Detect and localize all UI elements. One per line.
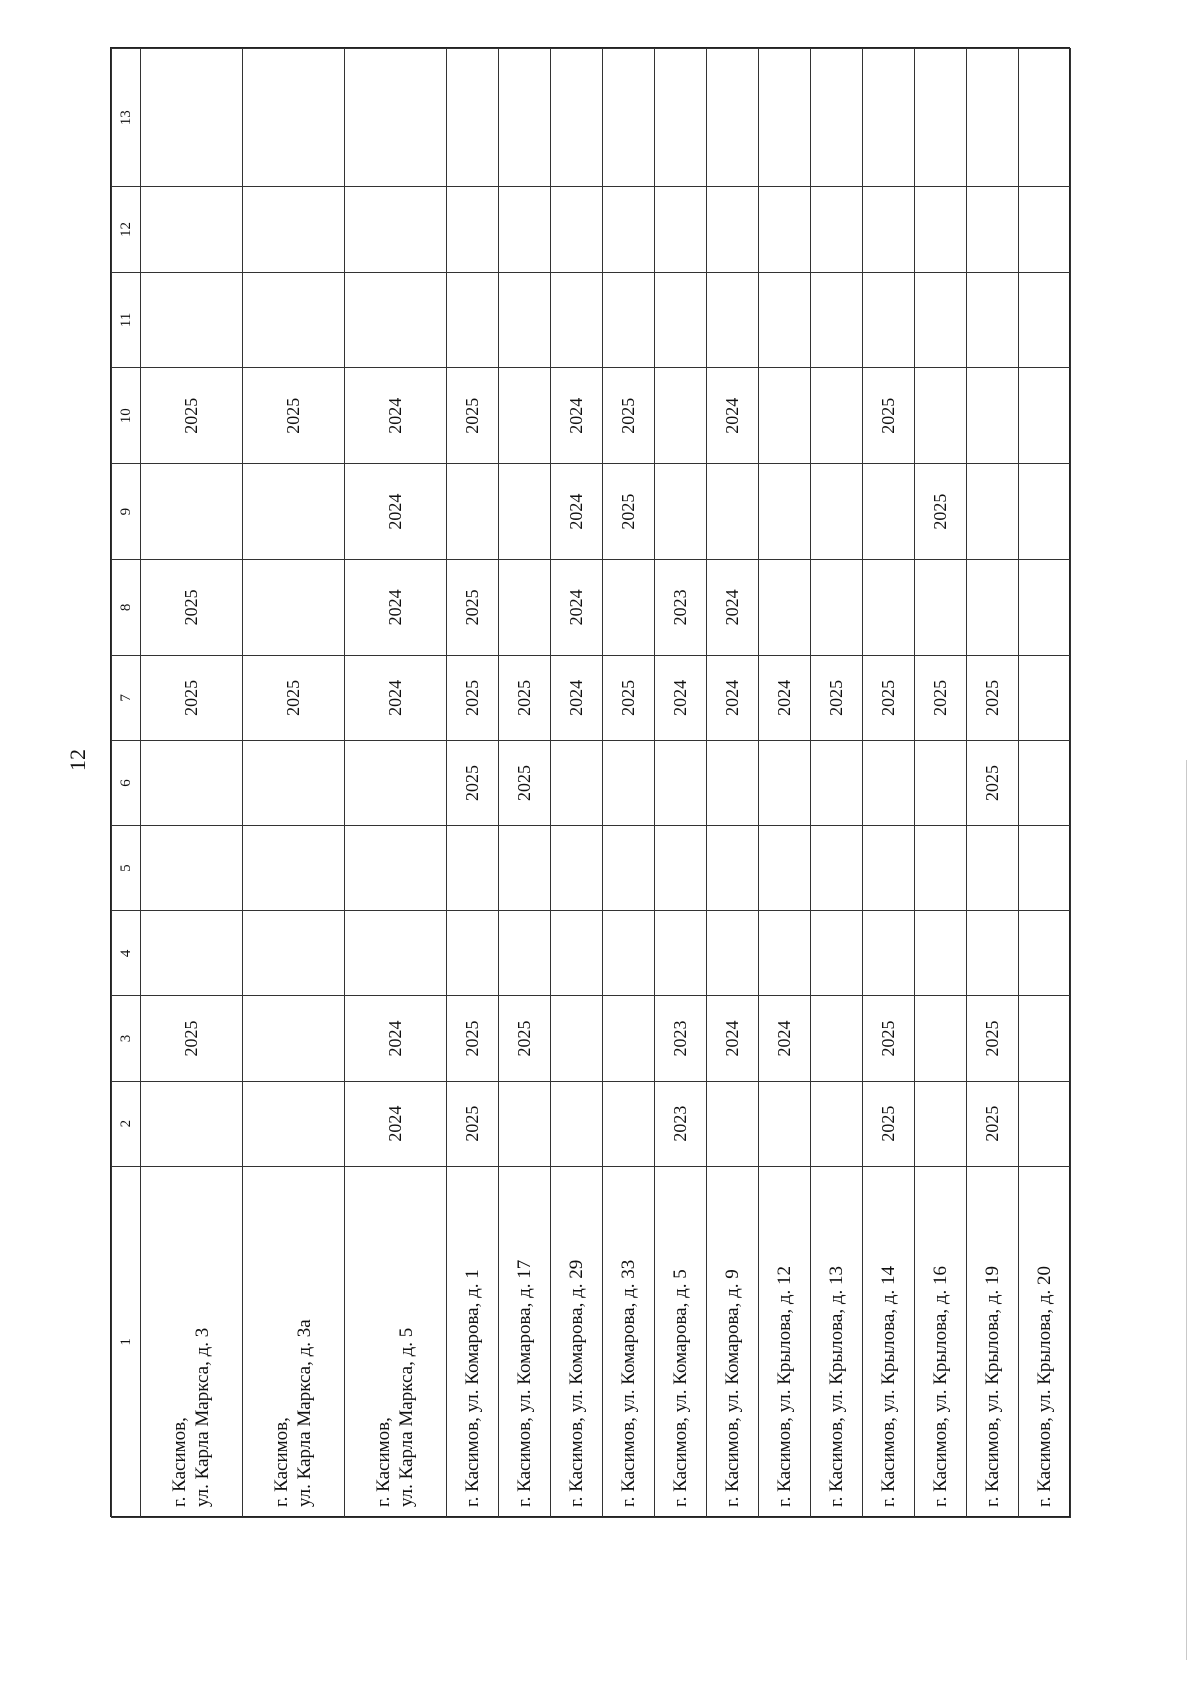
year-cell [498, 911, 550, 996]
year-cell [141, 826, 243, 911]
year-cell: 2025 [141, 996, 243, 1081]
year-cell [344, 187, 446, 272]
year-cell: 2024 [550, 368, 602, 464]
year-cell [862, 464, 914, 560]
year-cell [1018, 559, 1070, 655]
column-number-header: 13 [112, 49, 141, 187]
table-row [1018, 49, 1070, 1518]
year-cell: 2025 [141, 655, 243, 740]
year-cell [810, 272, 862, 368]
year-cell [498, 272, 550, 368]
year-cell [706, 49, 758, 187]
address-line-1: г. Касимов, [271, 1417, 293, 1507]
year-cell [706, 272, 758, 368]
year-cell [810, 1081, 862, 1166]
year-cell [1018, 740, 1070, 825]
year-cell: 2024 [344, 464, 446, 560]
year-cell: 2025 [602, 464, 654, 560]
year-cell [242, 187, 344, 272]
year-cell [914, 826, 966, 911]
address-line-1: г. Касимов, ул. Крылова, д. 19 [981, 1266, 1003, 1507]
schedule-table-frame [110, 47, 1070, 1517]
year-cell: 2024 [706, 655, 758, 740]
address-line-1: г. Касимов, ул. Комарова, д. 5 [669, 1269, 691, 1507]
year-cell [550, 1081, 602, 1166]
year-cell [344, 49, 446, 187]
year-cell [654, 911, 706, 996]
address-cell [810, 1166, 862, 1517]
year-cell [914, 1081, 966, 1166]
year-cell: 2023 [654, 996, 706, 1081]
year-cell [1018, 911, 1070, 996]
year-cell [446, 464, 498, 560]
year-cell: 2025 [862, 368, 914, 464]
year-cell [706, 911, 758, 996]
year-cell [810, 187, 862, 272]
year-cell: 2025 [446, 655, 498, 740]
year-cell [242, 464, 344, 560]
year-cell [446, 826, 498, 911]
year-cell [242, 559, 344, 655]
year-cell [242, 911, 344, 996]
year-cell [914, 187, 966, 272]
year-cell [550, 911, 602, 996]
year-cell [446, 187, 498, 272]
year-cell [446, 911, 498, 996]
year-cell [810, 559, 862, 655]
year-cell: 2025 [810, 655, 862, 740]
column-number-header: 2 [112, 1081, 141, 1166]
year-cell: 2025 [862, 996, 914, 1081]
year-cell [446, 272, 498, 368]
address-cell [446, 1166, 498, 1517]
year-cell [141, 1081, 243, 1166]
scan-edge-line [1186, 760, 1187, 1660]
year-cell: 2023 [654, 559, 706, 655]
year-cell [810, 464, 862, 560]
year-cell [242, 740, 344, 825]
year-cell [1018, 187, 1070, 272]
year-cell: 2025 [602, 655, 654, 740]
year-cell [758, 187, 810, 272]
year-cell [862, 272, 914, 368]
year-cell: 2025 [498, 996, 550, 1081]
address-line-1: г. Касимов, ул. Комарова, д. 17 [513, 1259, 535, 1507]
year-cell: 2025 [966, 740, 1018, 825]
year-cell [914, 559, 966, 655]
column-number-header: 10 [112, 368, 141, 464]
address-cell [141, 1166, 243, 1517]
year-cell: 2024 [344, 559, 446, 655]
year-cell [966, 826, 1018, 911]
year-cell [758, 1081, 810, 1166]
address-cell [344, 1166, 446, 1517]
year-cell: 2025 [966, 996, 1018, 1081]
year-cell: 2025 [446, 368, 498, 464]
address-line-1: г. Касимов, ул. Крылова, д. 13 [825, 1266, 847, 1507]
schedule-table [111, 48, 1071, 1518]
year-cell [706, 1081, 758, 1166]
year-cell: 2024 [550, 464, 602, 560]
year-cell: 2025 [242, 368, 344, 464]
year-cell [966, 911, 1018, 996]
year-cell [862, 826, 914, 911]
rotated-table-container [111, 48, 1071, 1518]
year-cell: 2025 [446, 996, 498, 1081]
year-cell [862, 911, 914, 996]
year-cell: 2025 [141, 368, 243, 464]
year-cell [862, 559, 914, 655]
year-cell [602, 1081, 654, 1166]
year-cell: 2025 [862, 1081, 914, 1166]
year-cell [914, 368, 966, 464]
year-cell [498, 464, 550, 560]
year-cell: 2023 [654, 1081, 706, 1166]
table-row [141, 49, 243, 1518]
year-cell [758, 272, 810, 368]
year-cell [602, 49, 654, 187]
year-cell [810, 826, 862, 911]
year-cell [344, 740, 446, 825]
year-cell [914, 996, 966, 1081]
year-cell [602, 559, 654, 655]
year-cell [914, 740, 966, 825]
year-cell: 2025 [141, 559, 243, 655]
year-cell [141, 911, 243, 996]
year-cell: 2024 [344, 1081, 446, 1166]
year-cell: 2025 [446, 1081, 498, 1166]
year-cell [242, 996, 344, 1081]
year-cell [550, 996, 602, 1081]
year-cell [758, 826, 810, 911]
year-cell [810, 49, 862, 187]
year-cell [498, 187, 550, 272]
year-cell [654, 49, 706, 187]
year-cell: 2025 [966, 655, 1018, 740]
table-row [810, 49, 862, 1518]
year-cell [966, 368, 1018, 464]
year-cell [758, 559, 810, 655]
address-cell [1018, 1166, 1070, 1517]
year-cell [550, 740, 602, 825]
year-cell [654, 464, 706, 560]
column-number-header: 1 [112, 1166, 141, 1517]
year-cell [498, 1081, 550, 1166]
column-number-header: 4 [112, 911, 141, 996]
address-cell [914, 1166, 966, 1517]
year-cell: 2025 [446, 740, 498, 825]
year-cell [654, 740, 706, 825]
address-line-1: г. Касимов, ул. Комарова, д. 9 [721, 1269, 743, 1507]
year-cell: 2024 [344, 996, 446, 1081]
table-row [758, 49, 810, 1518]
year-cell [1018, 1081, 1070, 1166]
table-row [344, 49, 446, 1518]
address-cell [498, 1166, 550, 1517]
address-cell [862, 1166, 914, 1517]
address-cell [550, 1166, 602, 1517]
year-cell [966, 464, 1018, 560]
year-cell: 2024 [550, 559, 602, 655]
address-line-1: г. Касимов, [373, 1417, 395, 1507]
year-cell [242, 272, 344, 368]
year-cell [966, 187, 1018, 272]
year-cell: 2024 [706, 368, 758, 464]
table-row [446, 49, 498, 1518]
year-cell [654, 187, 706, 272]
year-cell [966, 49, 1018, 187]
address-line-2: ул. Карла Маркса, д. 5 [396, 1327, 418, 1507]
year-cell [141, 187, 243, 272]
column-number-header: 8 [112, 559, 141, 655]
year-cell: 2025 [242, 655, 344, 740]
year-cell: 2025 [914, 464, 966, 560]
year-cell [1018, 368, 1070, 464]
year-cell: 2025 [498, 740, 550, 825]
year-cell: 2024 [550, 655, 602, 740]
table-row [498, 49, 550, 1518]
year-cell [602, 740, 654, 825]
column-number-row [112, 49, 141, 1518]
year-cell [602, 996, 654, 1081]
year-cell [550, 49, 602, 187]
year-cell [446, 49, 498, 187]
year-cell: 2024 [344, 368, 446, 464]
year-cell [550, 187, 602, 272]
year-cell [141, 272, 243, 368]
year-cell [550, 826, 602, 911]
year-cell [914, 272, 966, 368]
address-line-2: ул. Карла Маркса, д. 3 [192, 1327, 214, 1507]
address-cell [242, 1166, 344, 1517]
year-cell: 2025 [498, 655, 550, 740]
year-cell [550, 272, 602, 368]
year-cell [141, 464, 243, 560]
year-cell [242, 1081, 344, 1166]
year-cell [602, 187, 654, 272]
address-line-1: г. Касимов, ул. Крылова, д. 12 [773, 1266, 795, 1507]
column-number-header: 9 [112, 464, 141, 560]
year-cell [758, 911, 810, 996]
year-cell [862, 740, 914, 825]
year-cell [498, 559, 550, 655]
year-cell [498, 49, 550, 187]
year-cell [706, 740, 758, 825]
year-cell: 2024 [344, 655, 446, 740]
address-cell [758, 1166, 810, 1517]
address-line-1: г. Касимов, ул. Комарова, д. 33 [617, 1259, 639, 1507]
year-cell [602, 911, 654, 996]
year-cell [654, 368, 706, 464]
year-cell [498, 368, 550, 464]
address-line-1: г. Касимов, ул. Крылова, д. 16 [929, 1266, 951, 1507]
address-cell [654, 1166, 706, 1517]
year-cell [141, 740, 243, 825]
year-cell: 2025 [862, 655, 914, 740]
year-cell [1018, 272, 1070, 368]
address-line-2: ул. Карла Маркса, д. 3а [294, 1319, 316, 1507]
column-number-header: 3 [112, 996, 141, 1081]
address-cell [706, 1166, 758, 1517]
year-cell: 2024 [758, 996, 810, 1081]
year-cell [758, 368, 810, 464]
year-cell [706, 464, 758, 560]
page-number: 12 [65, 749, 90, 771]
year-cell [966, 559, 1018, 655]
year-cell [242, 826, 344, 911]
year-cell [1018, 996, 1070, 1081]
year-cell [862, 187, 914, 272]
year-cell [654, 826, 706, 911]
year-cell [914, 911, 966, 996]
year-cell [1018, 464, 1070, 560]
address-line-1: г. Касимов, ул. Крылова, д. 14 [877, 1266, 899, 1507]
year-cell [810, 996, 862, 1081]
year-cell [810, 911, 862, 996]
year-cell [1018, 655, 1070, 740]
column-number-header: 5 [112, 826, 141, 911]
year-cell: 2025 [914, 655, 966, 740]
year-cell [706, 187, 758, 272]
column-number-header: 11 [112, 272, 141, 368]
year-cell [602, 826, 654, 911]
table-row [914, 49, 966, 1518]
year-cell [1018, 49, 1070, 187]
year-cell [654, 272, 706, 368]
table-row [966, 49, 1018, 1518]
year-cell [758, 49, 810, 187]
year-cell [810, 368, 862, 464]
table-row [862, 49, 914, 1518]
year-cell [758, 464, 810, 560]
address-line-1: г. Касимов, ул. Комарова, д. 1 [461, 1269, 483, 1507]
year-cell [758, 740, 810, 825]
year-cell [141, 49, 243, 187]
table-row [706, 49, 758, 1518]
table-row [242, 49, 344, 1518]
year-cell: 2025 [602, 368, 654, 464]
year-cell: 2024 [654, 655, 706, 740]
year-cell [1018, 826, 1070, 911]
address-line-1: г. Касимов, ул. Крылова, д. 20 [1033, 1266, 1055, 1507]
year-cell [966, 272, 1018, 368]
column-number-header: 7 [112, 655, 141, 740]
address-line-1: г. Касимов, [169, 1417, 191, 1507]
year-cell: 2024 [706, 996, 758, 1081]
column-number-header: 12 [112, 187, 141, 272]
table-body [141, 49, 1071, 1518]
year-cell: 2025 [966, 1081, 1018, 1166]
year-cell [810, 740, 862, 825]
column-number-header: 6 [112, 740, 141, 825]
year-cell [498, 826, 550, 911]
table-row [550, 49, 602, 1518]
address-cell [966, 1166, 1018, 1517]
year-cell [344, 272, 446, 368]
year-cell [344, 826, 446, 911]
address-cell [602, 1166, 654, 1517]
table-row [654, 49, 706, 1518]
year-cell [706, 826, 758, 911]
year-cell [602, 272, 654, 368]
year-cell: 2024 [706, 559, 758, 655]
year-cell [242, 49, 344, 187]
year-cell: 2024 [758, 655, 810, 740]
year-cell [914, 49, 966, 187]
address-line-1: г. Касимов, ул. Комарова, д. 29 [565, 1259, 587, 1507]
year-cell [344, 911, 446, 996]
year-cell: 2025 [446, 559, 498, 655]
year-cell [862, 49, 914, 187]
table-row [602, 49, 654, 1518]
